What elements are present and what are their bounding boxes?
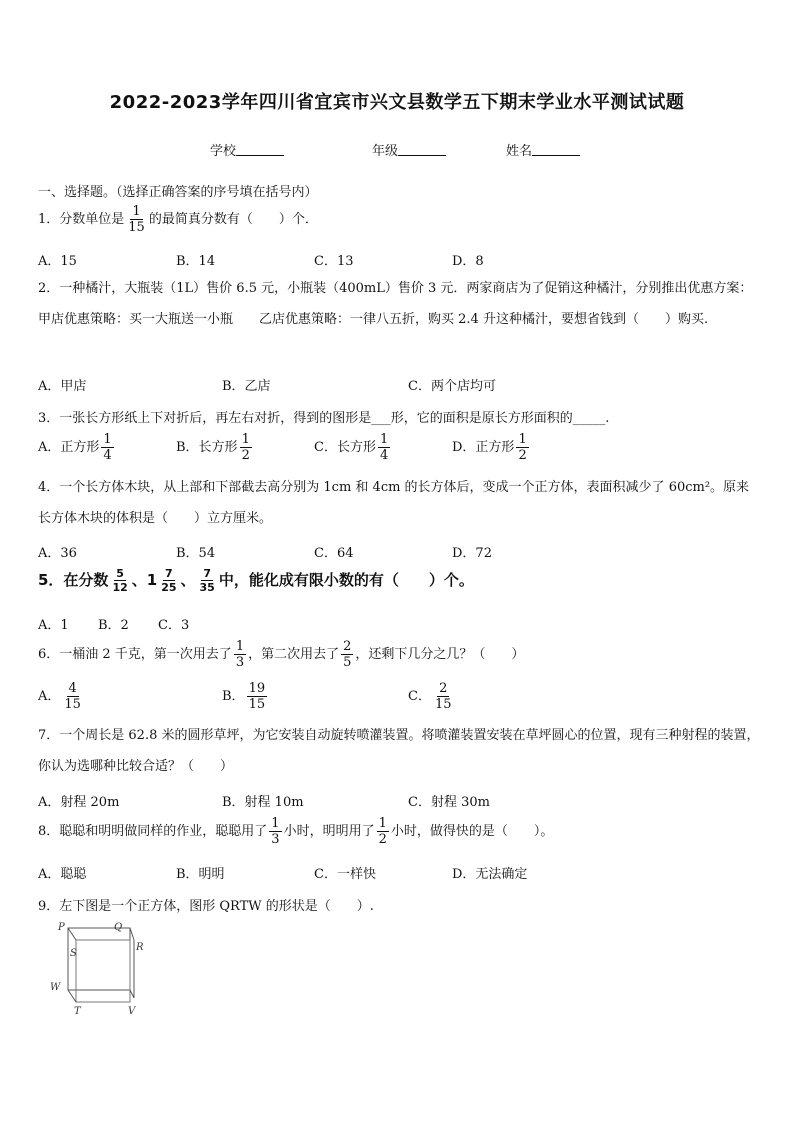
cube-label-t: T [74,1006,81,1017]
cube-label-v: V [128,1006,136,1017]
cube-figure [46,918,161,1018]
grade-field [372,140,446,159]
question-5: 5．在分数 $\frac{5}{12}$ 、1 $\frac{7}{25}$ 、 $\frac{7}{35}$ 中，能化成有限小数的有（ ）个。 [38,567,474,594]
school-field [210,140,284,159]
question-7: 7．一个周长是 62.8 米的圆形草坪，为它安装自动旋转喷灌装置。将喷灌装置安装在草坪圆心的位置，现有三种射程的装置，你认为选哪种比较合适？（ ） [38,728,760,774]
q8-option-c: C．一样快 [314,867,376,882]
q4-option-b: B．54 [176,546,216,561]
question-2: 2．一种橘汁，大瓶装（1L）售价 6.5 元，小瓶装（400mL）售价 3 元．两家商店为了促销这种橘汁，分别推出优惠方案：甲店优惠策略：买一大瓶送一小瓶 乙店优惠策略：一律八五折，购买 2.4 升这种橘汁，要想省钱到（ ）购买. [38,281,753,327]
cube-label-s: S [70,948,77,959]
q1-option-b: B．14 [176,254,216,269]
q1-stem-pre: 1．分数单位是 [38,212,125,227]
q2-option-b: B．乙店 [222,379,271,394]
q1-option-c: C．13 [314,254,354,269]
q6-option-a: A． $\frac{4}{15}$ [38,681,81,712]
page-title: 2022-2023学年四川省宜宾市兴文县数学五下期末学业水平测试试题 [109,92,685,113]
cube-label-r: R [136,942,144,953]
q7-option-c: C．射程 30m [408,795,490,810]
q7-option-a: A．射程 20m [38,795,120,810]
q1-option-a: A．15 [38,254,77,269]
q1-option-d: D．8 [452,254,484,269]
q2-option-c: C．两个店均可 [408,379,496,394]
cube-back-face [68,928,130,990]
q6-option-c: C． $\frac{2}{15}$ [408,681,452,712]
cube-label-q: Q [114,922,123,933]
q3-option-d: D．正方形 $\frac{1}{2}$ [452,432,527,463]
school-blank [236,143,284,156]
grade-blank [398,143,446,156]
q2-option-a: A．甲店 [38,379,87,394]
question-6: 6．一桶油 2 千克，第一次用去了 $\frac{1}{3}$ ，第二次用去了 $\frac{2}{5}$ ，还剩下几分之几？（ ） [38,639,525,670]
name-field [506,140,580,159]
question-4: 4．一个长方体木块，从上部和下部截去高分别为 1cm 和 4cm 的长方体后，变成一个正方体，表面积减少了 60cm²。原来长方体木块的体积是（ ）立方厘米。 [38,480,750,526]
q8-option-a: A．聪聪 [38,867,87,882]
q5-option-a: A．1 [38,618,69,633]
q5-option-b: B．2 [98,618,129,633]
q3-option-a: A．正方形 $\frac{1}{4}$ [38,432,112,463]
q1-stem-post: 的最简真分数有（ ）个． [148,212,318,227]
q1-fraction: $\frac{1}{15}$ [128,204,145,235]
section-heading: 一、选择题。（选择正确答案的序号填在括号内） [38,185,318,200]
q8-option-b: B．明明 [176,867,225,882]
cube-label-w: W [50,982,61,993]
school-label: 学校 [210,144,237,159]
q7-option-b: B．射程 10m [222,795,304,810]
grade-label: 年级 [372,144,399,159]
name-blank [532,143,580,156]
cube-front-face [76,940,130,1002]
q6-option-b: B． $\frac{19}{15}$ [222,681,266,712]
q8-option-d: D．无法确定 [452,867,528,882]
q3-option-c: C．长方形 $\frac{1}{4}$ [314,432,389,463]
question-3: 3．一张长方形纸上下对折后，再左右对折，得到的图形是___形，它的面积是原长方形面积的_____. [38,411,610,426]
q3-option-b: B．长方形 $\frac{1}{2}$ [176,432,250,463]
question-1 [38,205,318,234]
q5-option-c: C．3 [158,618,190,633]
q4-option-c: C．64 [314,546,354,561]
name-label: 姓名 [506,144,533,159]
q4-option-d: D．72 [452,546,492,561]
cube-label-p: P [58,922,65,933]
q4-option-a: A．36 [38,546,77,561]
question-9: 9．左下图是一个正方体，图形 QRTW 的形状是（ ）. [38,899,374,914]
question-8: 8．聪聪和明明做同样的作业，聪聪用了 $\frac{1}{3}$ 小时，明明用了 $\frac{1}{2}$ 小时，做得快的是（ ）。 [38,816,554,847]
